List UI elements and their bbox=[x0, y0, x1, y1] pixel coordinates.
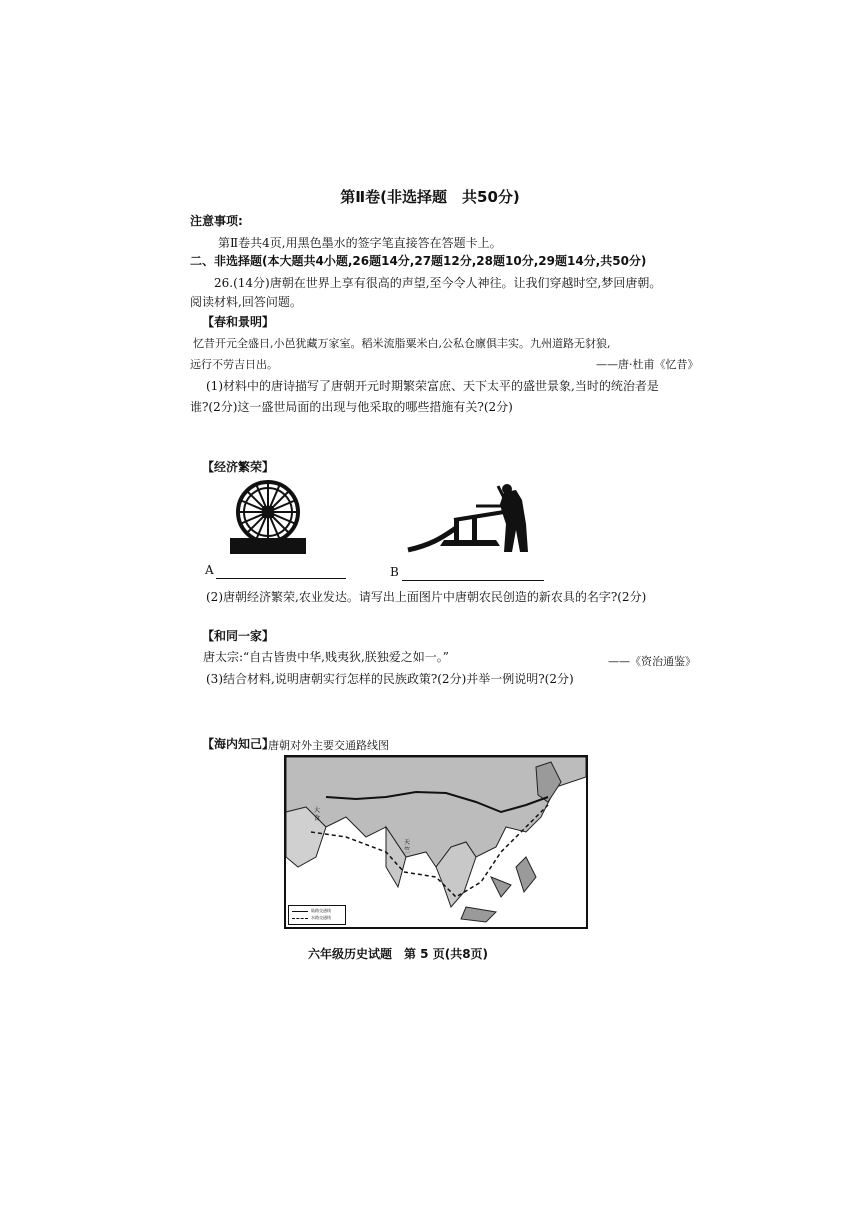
poem-line1: 忆昔开元全盛日,小邑犹藏万家室。稻米流脂粟米白,公私仓廪俱丰实。九州道路无豺狼, bbox=[193, 337, 611, 350]
curved-plough-image bbox=[404, 484, 532, 556]
q26-intro-line2: 阅读材料,回答问题。 bbox=[190, 295, 302, 309]
map-caption: 唐朝对外主要交通路线图 bbox=[268, 739, 389, 752]
section-heading-spring: 【春和景明】 bbox=[202, 315, 275, 329]
notice-heading: 注意事项: bbox=[190, 214, 243, 228]
q26-intro-line1: 26.(14分)唐朝在世界上享有很高的声望,至今令人神往。让我们穿越时空,梦回唐朝。 bbox=[214, 276, 662, 290]
section-heading-economy: 【经济繁荣】 bbox=[202, 460, 275, 474]
map-legend bbox=[288, 905, 346, 925]
poem-line2: 远行不劳吉日出。 bbox=[190, 358, 278, 371]
image-a-label: A bbox=[205, 563, 214, 577]
section-heading-friends: 【海内知己】 bbox=[202, 737, 275, 751]
waterwheel-image bbox=[228, 478, 308, 556]
poem-source: ——唐·杜甫《忆昔》 bbox=[596, 358, 699, 371]
question-2: (2)唐朝经济繁荣,农业发达。请写出上面图片中唐朝农民创造的新农具的名字?(2分) bbox=[206, 590, 647, 604]
page-footer: 六年级历史试题 第 5 页(共8页) bbox=[308, 947, 489, 961]
answer-line-a bbox=[216, 578, 346, 579]
question-1-line2: 谁?(2分)这一盛世局面的出现与他采取的哪些措施有关?(2分) bbox=[190, 400, 513, 414]
image-b-label: B bbox=[390, 565, 399, 579]
map-label-tianzhu-2: 竺 bbox=[404, 847, 411, 854]
legend-land-route: 陆路交通线 bbox=[311, 908, 331, 913]
section-title: 第Ⅱ卷(非选择题 共50分) bbox=[340, 188, 520, 206]
taizong-quote: 唐太宗:“自古皆贵中华,贱夷狄,朕独爱之如一。” bbox=[203, 650, 449, 664]
map-label-dashi-2: 食 bbox=[314, 815, 321, 822]
notice-text: 第Ⅱ卷共4页,用黑色墨水的签字笔直接答在答题卡上。 bbox=[218, 236, 502, 250]
section-heading-unity: 【和同一家】 bbox=[202, 629, 275, 643]
quote-source: ——《资治通鉴》 bbox=[608, 655, 696, 668]
legend-sea-route: 水路交通线 bbox=[311, 915, 331, 920]
question-1-line1: (1)材料中的唐诗描写了唐朝开元时期繁荣富庶、天下太平的盛世景象,当时的统治者是 bbox=[206, 379, 659, 393]
map-label-dashi-1: 大 bbox=[314, 807, 321, 814]
map-label-tianzhu-1: 天 bbox=[404, 839, 411, 846]
part-heading: 二、非选择题(本大题共4小题,26题14分,27题12分,28题10分,29题14分,共50分) bbox=[190, 254, 647, 268]
answer-line-b bbox=[402, 580, 544, 581]
map-drawing bbox=[286, 757, 586, 927]
tang-routes-map bbox=[284, 755, 588, 929]
question-3: (3)结合材料,说明唐朝实行怎样的民族政策?(2分)并举一例说明?(2分) bbox=[206, 672, 574, 686]
